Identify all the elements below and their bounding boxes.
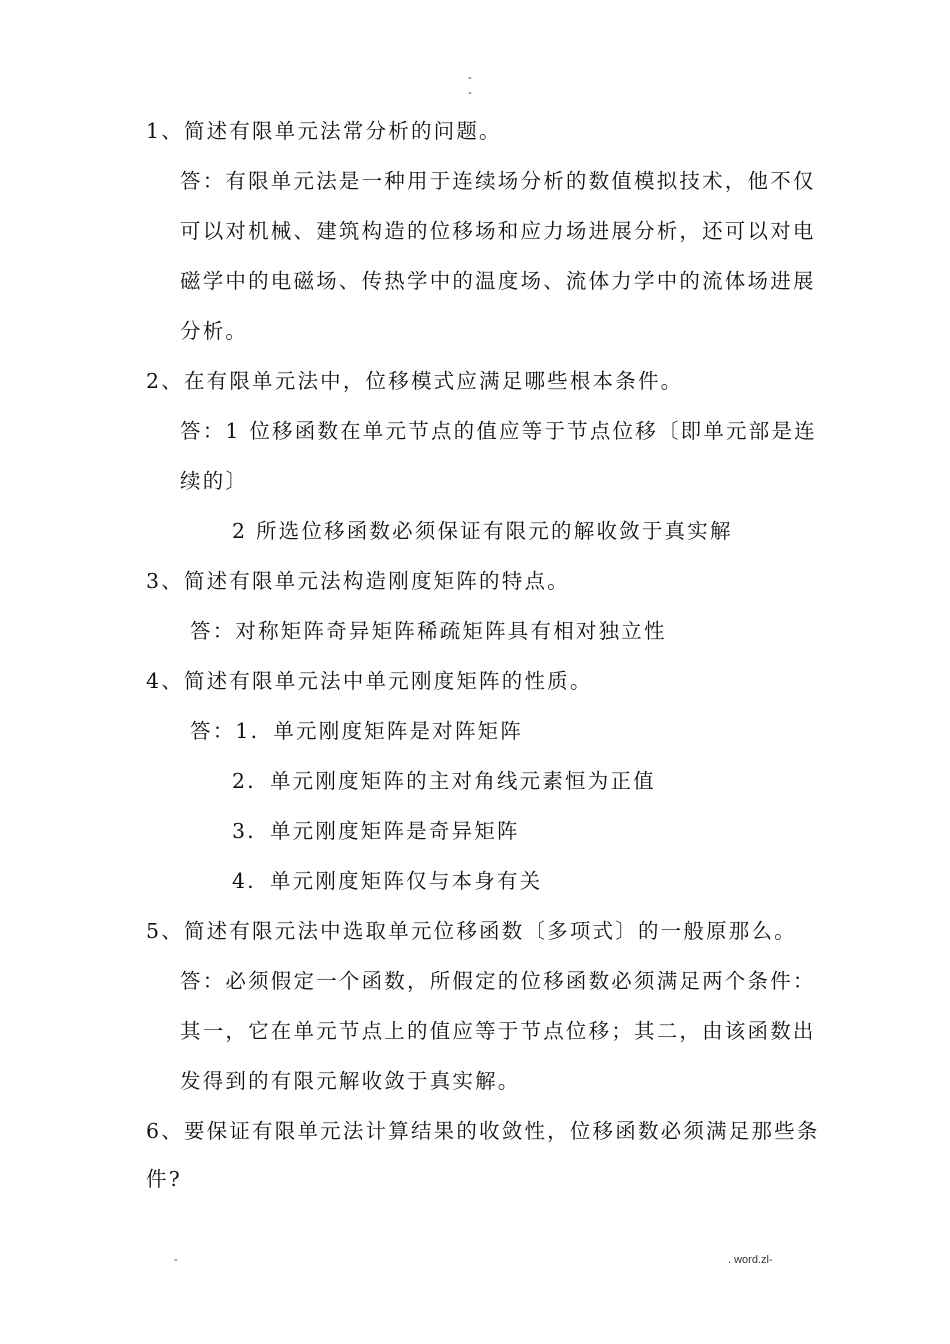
answer-4-item-1: 答：1．单元刚度矩阵是对阵矩阵 [190, 719, 524, 743]
footer-left-mark: - [174, 1254, 178, 1266]
answer-5-line-2: 其一，它在单元节点上的值应等于节点位移；其二，由该函数出 [180, 1019, 816, 1043]
answer-2-line-2: 续的〕 [180, 469, 249, 493]
page-header-mark-top: - [468, 72, 472, 84]
answer-1-line-2: 可以对机械、建筑构造的位移场和应力场进展分析，还可以对电 [180, 219, 816, 243]
question-1: 1、简述有限单元法常分析的问题。 [146, 119, 502, 143]
answer-5-line-1: 答：必须假定一个函数，所假定的位移函数必须满足两个条件： [180, 969, 816, 993]
question-4: 4、简述有限单元法中单元刚度矩阵的性质。 [146, 669, 593, 693]
answer-3: 答：对称矩阵奇异矩阵稀疏矩阵具有相对独立性 [190, 619, 667, 643]
question-6-line-1: 6、要保证有限单元法计算结果的收敛性，位移函数必须满足那些条 [146, 1119, 820, 1143]
footer-watermark: . word.zl- [728, 1254, 773, 1266]
question-2: 2、在有限单元法中，位移模式应满足哪些根本条件。 [146, 369, 684, 393]
answer-1-line-3: 磁学中的电磁场、传热学中的温度场、流体力学中的流体场进展 [180, 269, 816, 293]
answer-4-item-2: 2．单元刚度矩阵的主对角线元素恒为正值 [232, 769, 656, 793]
answer-4-item-4: 4．单元刚度矩阵仅与本身有关 [232, 869, 543, 893]
answer-2-line-3: 2 所选位移函数必须保证有限元的解收敛于真实解 [232, 519, 733, 543]
question-6-line-2: 件? [146, 1167, 182, 1191]
question-5: 5、简述有限元法中选取单元位移函数〔多项式〕的一般原那么。 [146, 919, 797, 943]
answer-1-line-4: 分析。 [180, 319, 249, 343]
answer-1-line-1: 答：有限单元法是一种用于连续场分析的数值模拟技术，他不仅 [180, 169, 816, 193]
answer-5-line-3: 发得到的有限元解收敛于真实解。 [180, 1069, 521, 1093]
page-header-mark-bottom: - [468, 87, 472, 99]
answer-2-line-1: 答：1 位移函数在单元节点的值应等于节点位移〔即单元部是连 [180, 419, 817, 443]
question-3: 3、简述有限单元法构造刚度矩阵的特点。 [146, 569, 570, 593]
answer-4-item-3: 3．单元刚度矩阵是奇异矩阵 [232, 819, 520, 843]
